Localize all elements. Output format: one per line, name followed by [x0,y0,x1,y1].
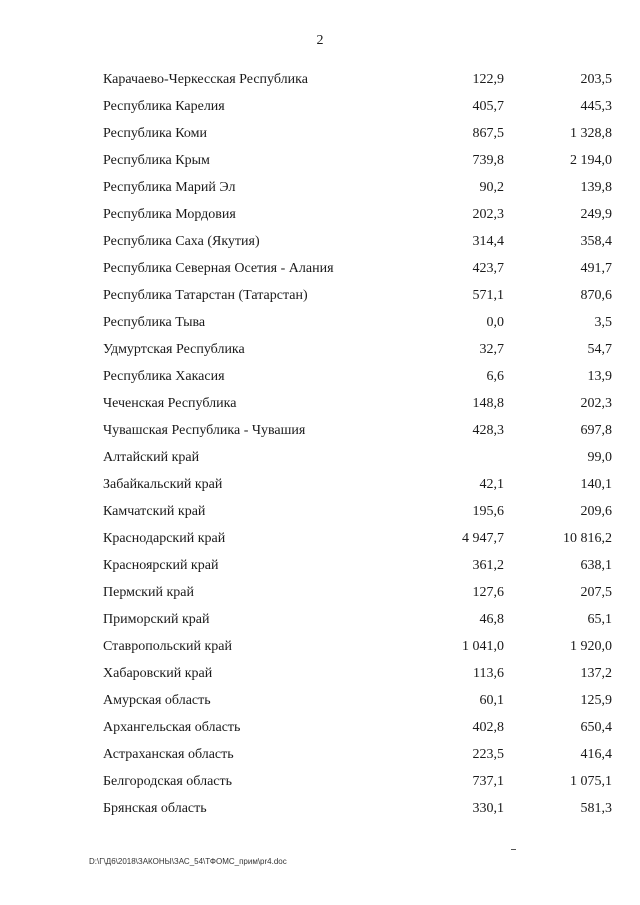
footer-file-path: D:\Г\Д6\2018\ЗАКОНЫ\ЗАС_54\ТФОМС_прим\pr4.doc [89,857,287,866]
table-row [103,768,612,795]
value-column-1: 90,2 [479,179,504,195]
page-number: 2 [316,33,324,48]
table-row [103,525,612,552]
value-column-2: 638,1 [580,557,612,573]
value-column-2: 445,3 [580,98,612,114]
region-name: Республика Саха (Якутия) [103,233,260,249]
value-column-2: 870,6 [580,287,612,303]
region-name: Удмуртская Республика [103,341,245,357]
value-column-1: 113,6 [473,665,504,681]
table-row [103,687,612,714]
value-column-2: 491,7 [580,260,612,276]
region-name: Республика Карелия [103,98,225,114]
value-column-1: 4 947,7 [462,530,504,546]
region-name: Карачаево-Черкесская Республика [103,71,308,87]
table-row [103,336,612,363]
value-column-1: 314,4 [472,233,504,249]
value-column-1: 0,0 [486,314,504,330]
table-row [103,147,612,174]
table-row [103,795,612,822]
value-column-1: 737,1 [472,773,504,789]
table-row [103,579,612,606]
value-column-1: 122,9 [472,71,504,87]
region-name: Республика Тыва [103,314,206,330]
table-row [103,282,612,309]
value-column-2: 54,7 [587,341,612,357]
value-column-1: 571,1 [472,287,504,303]
table-row [103,444,612,471]
region-name: Краснодарский край [103,530,226,546]
table-row [103,120,612,147]
region-name: Камчатский край [103,503,206,519]
value-column-2: 249,9 [580,206,612,222]
table-row [103,228,612,255]
value-column-2: 697,8 [580,422,612,438]
footer-dash-mark [511,849,516,850]
value-column-1: 148,8 [472,395,504,411]
table-row [103,660,612,687]
table-row [103,714,612,741]
region-name: Республика Крым [103,152,210,168]
value-column-2: 202,3 [580,395,612,411]
value-column-1: 46,8 [479,611,504,627]
value-column-2: 13,9 [587,368,612,384]
region-name: Архангельская область [103,719,241,735]
region-name: Астраханская область [103,746,234,762]
value-column-2: 1 075,1 [570,773,612,789]
value-column-1: 405,7 [472,98,504,114]
table-row [103,417,612,444]
value-column-1: 867,5 [472,125,504,141]
table-row [103,255,612,282]
table-row [103,363,612,390]
region-name: Республика Северная Осетия - Алания [103,260,334,276]
value-column-2: 203,5 [580,71,612,87]
value-column-1: 1 041,0 [462,638,504,654]
value-column-2: 1 328,8 [570,125,612,141]
value-column-1: 361,2 [472,557,504,573]
value-column-2: 207,5 [580,584,612,600]
value-column-2: 416,4 [580,746,612,762]
region-name: Белгородская область [103,773,233,789]
region-name: Алтайский край [103,449,200,465]
table-row [103,498,612,525]
table-row [103,93,612,120]
value-column-1: 423,7 [472,260,504,276]
value-column-1: 42,1 [479,476,504,492]
value-column-1: 195,6 [472,503,504,519]
value-column-2: 65,1 [587,611,612,627]
value-column-2: 140,1 [580,476,612,492]
value-column-2: 3,5 [594,314,612,330]
value-column-1: 202,3 [472,206,504,222]
region-name: Чувашская Республика - Чувашия [103,422,306,438]
region-name: Республика Татарстан (Татарстан) [103,287,308,303]
value-column-2: 125,9 [580,692,612,708]
table-row [103,66,612,93]
region-name: Пермский край [103,584,194,600]
region-name: Красноярский край [103,557,219,573]
region-name: Хабаровский край [103,665,213,681]
value-column-1: 739,8 [472,152,504,168]
value-column-1: 6,6 [486,368,504,384]
region-name: Приморский край [103,611,210,627]
table-row [103,390,612,417]
region-name: Забайкальский край [103,476,223,492]
value-column-2: 581,3 [580,800,612,816]
table-row [103,309,612,336]
region-name: Республика Коми [103,125,207,141]
region-name: Ставропольский край [103,638,232,654]
region-name: Республика Марий Эл [103,179,236,195]
region-name: Республика Мордовия [103,206,236,222]
value-column-1: 428,3 [472,422,504,438]
value-column-2: 99,0 [587,449,612,465]
table-row [103,633,612,660]
value-column-2: 10 816,2 [563,530,612,546]
regions-table [103,66,612,822]
value-column-1: 60,1 [479,692,504,708]
table-row [103,471,612,498]
region-name: Амурская область [103,692,211,708]
region-name: Брянская область [103,800,207,816]
value-column-1: 223,5 [472,746,504,762]
value-column-2: 2 194,0 [570,152,612,168]
region-name: Чеченская Республика [103,395,237,411]
table-row [103,552,612,579]
table-row [103,606,612,633]
region-name: Республика Хакасия [103,368,225,384]
value-column-1: 330,1 [472,800,504,816]
value-column-1: 402,8 [472,719,504,735]
table-row [103,174,612,201]
value-column-2: 139,8 [580,179,612,195]
value-column-1: 32,7 [479,341,504,357]
value-column-1: 127,6 [472,584,504,600]
value-column-2: 650,4 [580,719,612,735]
value-column-2: 209,6 [580,503,612,519]
table-row [103,201,612,228]
value-column-2: 1 920,0 [570,638,612,654]
table-row [103,741,612,768]
value-column-2: 137,2 [580,665,612,681]
value-column-2: 358,4 [580,233,612,249]
